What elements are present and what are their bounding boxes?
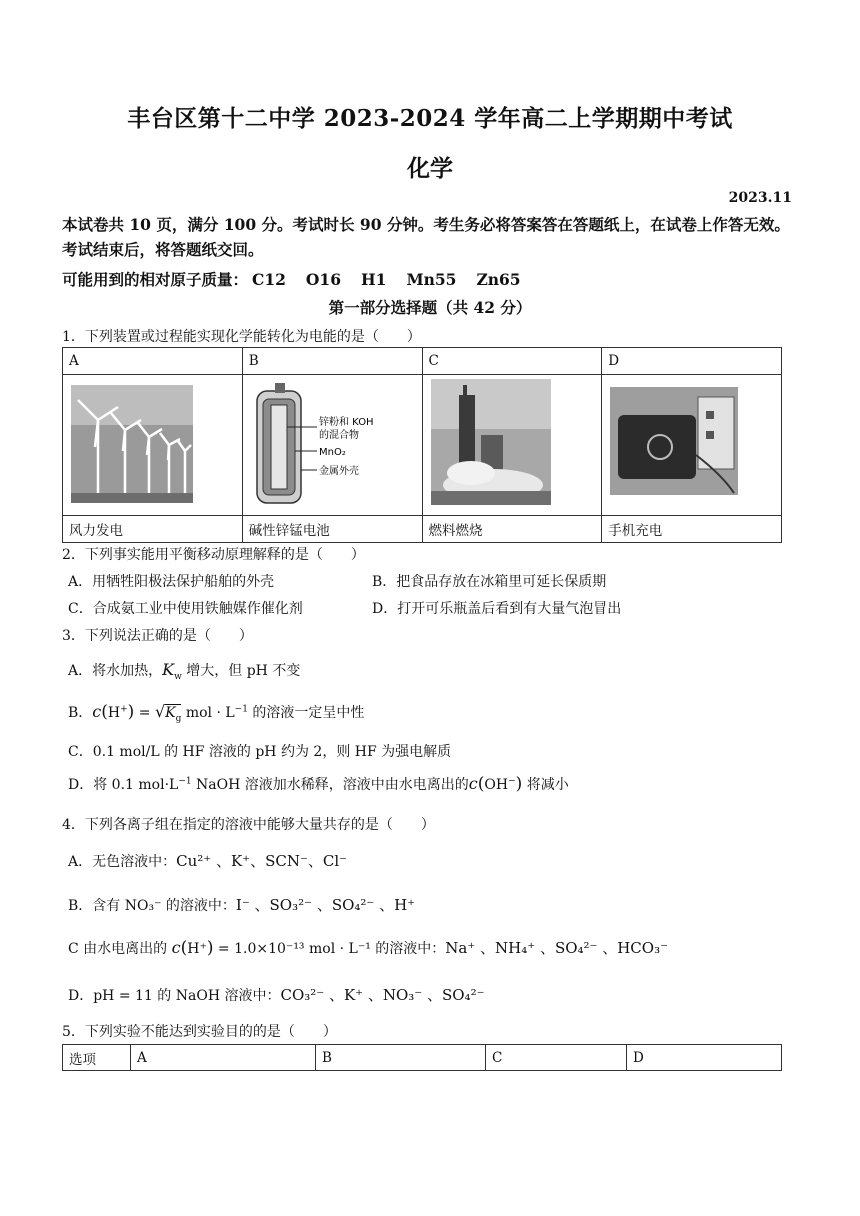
q1-caption: 手机充电 bbox=[602, 516, 782, 543]
fuel-burning-image bbox=[423, 375, 601, 511]
exam-instructions: 本试卷共 10 页，满分 100 分。考试时长 90 分钟。考生务必将答案答在答题纸上，在试卷上作答无效。考试结束后，将答题纸交回。 bbox=[62, 215, 790, 259]
q4-option-a bbox=[68, 850, 347, 871]
atomic-masses bbox=[62, 268, 541, 290]
q3-option-a bbox=[68, 660, 300, 682]
exam-title: 丰台区第十二中学 2023-2024 学年高二上学期期中考试 bbox=[127, 105, 733, 132]
q1-letter: B bbox=[242, 348, 422, 375]
q3-a-prefix: A．将水加热， bbox=[68, 663, 163, 679]
q3-a-k: K bbox=[162, 660, 175, 679]
mass-item: O16 bbox=[305, 270, 341, 289]
q3-b-suffix: 的溶液一定呈中性 bbox=[247, 705, 365, 721]
q5-col-header: C bbox=[486, 1045, 627, 1071]
q3-b-ksub: g bbox=[175, 713, 182, 724]
q4-c-val: = 1.0×10⁻¹³ mol · L⁻¹ bbox=[213, 941, 371, 957]
q2-option-a: A．用牺牲阳极法保护船舶的外壳 bbox=[68, 574, 275, 590]
q5-table bbox=[62, 1044, 782, 1071]
q4-d-prefix: D．pH = 11 的 NaOH 溶液中： bbox=[68, 988, 281, 1004]
q1-image-d bbox=[602, 375, 782, 516]
q5-col-header: B bbox=[316, 1045, 486, 1071]
q4-a-ions: Cu²⁺ 、K⁺、SCN⁻、Cl⁻ bbox=[176, 852, 348, 870]
q3-b-prefix: B． bbox=[68, 705, 93, 721]
q4-b-ions: I⁻ 、SO₃²⁻ 、SO₄²⁻ 、H⁺ bbox=[235, 896, 416, 914]
q3-option-c: C．0.1 mol/L 的 HF 溶液的 pH 约为 2，则 HF 为强电解质 bbox=[68, 744, 452, 760]
mass-item: C12 bbox=[252, 270, 286, 289]
exam-date: 2023.11 bbox=[728, 190, 792, 206]
q3-b-h: H bbox=[107, 705, 121, 721]
q4-stem: 4．下列各离子组在指定的溶液中能够大量共存的是（ ） bbox=[62, 817, 435, 833]
section-heading: 第一部分选择题（共 42 分） bbox=[328, 298, 532, 317]
q1-caption: 碱性锌锰电池 bbox=[242, 516, 422, 543]
q1-letter: C bbox=[422, 348, 602, 375]
mass-item: Mn55 bbox=[406, 270, 457, 289]
q5-col-header: 选项 bbox=[63, 1045, 131, 1071]
q4-option-d bbox=[68, 984, 485, 1005]
q3-d-prefix: D．将 0.1 mol·L bbox=[68, 777, 179, 793]
q3-b-c: c bbox=[92, 702, 102, 721]
q4-option-c: C 由水电离出的 c(H⁺) = 1.0×10⁻¹³ mol · L⁻¹ 的溶液中：Na⁺ 、NH₄⁺ 、SO₄²⁻ 、HCO₃⁻ bbox=[68, 938, 669, 958]
masses-label: 可能用到的相对原子质量： bbox=[62, 270, 249, 289]
q1-caption: 燃料燃烧 bbox=[422, 516, 602, 543]
q4-c-h: H⁺ bbox=[187, 941, 207, 957]
q1-image-c bbox=[422, 375, 602, 516]
q3-option-d: D．将 0.1 $mol\cdot L^{-1}$ NaOH 溶液加水稀释，溶液中由水电离出的c(OH−) 将减小 bbox=[68, 774, 569, 794]
q3-d-ohsup: − bbox=[508, 776, 516, 787]
q1-image-b bbox=[242, 375, 422, 516]
q3-d-mid: NaOH 溶液加水稀释，溶液中由水电离出的 bbox=[191, 777, 469, 793]
q5-col-header: D bbox=[627, 1045, 782, 1071]
q4-a-prefix: A．无色溶液中： bbox=[68, 854, 177, 870]
q3-b-hsup: + bbox=[120, 704, 128, 715]
mass-item: H1 bbox=[361, 270, 387, 289]
q3-option-b: B．$c(H^+) = √K_g$ mol · $L^{-1}$ 的溶液一定呈中性 bbox=[68, 702, 365, 724]
q3-d-oh: OH bbox=[484, 777, 509, 793]
q3-stem: 3．下列说法正确的是（ ） bbox=[62, 628, 253, 644]
q1-stem: 1．下列装置或过程能实现化学能转化为电能的是（ ） bbox=[62, 329, 421, 345]
q4-b-prefix: B．含有 NO₃⁻ 的溶液中： bbox=[68, 898, 236, 914]
q3-d-sup: −1 bbox=[178, 776, 192, 787]
q4-c-c: c bbox=[171, 938, 181, 957]
q2-option-b: B．把食品存放在冰箱里可延长保质期 bbox=[372, 574, 607, 590]
q3-b-eq: = bbox=[134, 705, 155, 721]
battery-label: 金属外壳 bbox=[318, 466, 359, 477]
q3-a-suffix: 增大，但 pH 不变 bbox=[181, 663, 301, 679]
q4-c-suffix: 的溶液中： bbox=[370, 941, 446, 957]
q2-option-d: D．打开可乐瓶盖后看到有大量气泡冒出 bbox=[372, 601, 622, 617]
wind-turbines-image bbox=[63, 375, 241, 511]
q4-d-ions: CO₃²⁻ 、K⁺ 、NO₃⁻ 、SO₄²⁻ bbox=[280, 986, 485, 1004]
q4-option-b bbox=[68, 894, 415, 915]
q3-a-ksub: w bbox=[174, 671, 182, 682]
q4-c-prefix: C 由水电离出的 bbox=[68, 941, 172, 957]
q3-b-unit: mol · L bbox=[181, 705, 235, 721]
battery-label: MnO₂ bbox=[318, 447, 346, 458]
battery-label: 锌粉和 KOH bbox=[318, 417, 374, 428]
mass-item: Zn65 bbox=[476, 270, 521, 289]
q2-stem: 2．下列事实能用平衡移动原理解释的是（ ） bbox=[62, 547, 365, 563]
q1-letter: D bbox=[602, 348, 782, 375]
battery-label: 的混合物 bbox=[318, 430, 359, 441]
q3-d-suffix: 将减小 bbox=[522, 777, 569, 793]
subject-title: 化学 bbox=[407, 155, 453, 182]
alkaline-battery-diagram bbox=[243, 375, 421, 511]
q1-letter: A bbox=[63, 348, 243, 375]
q5-stem: 5．下列实验不能达到实验目的的是（ ） bbox=[62, 1024, 337, 1040]
q4-c-ions: Na⁺ 、NH₄⁺ 、SO₄²⁻ 、HCO₃⁻ bbox=[445, 939, 669, 957]
q2-option-c: C．合成氨工业中使用铁触媒作催化剂 bbox=[68, 601, 303, 617]
phone-charging-image bbox=[602, 375, 780, 511]
q1-table bbox=[62, 347, 782, 543]
q3-d-c: c bbox=[468, 774, 478, 793]
q3-b-k: K bbox=[165, 705, 176, 721]
q1-image-a bbox=[63, 375, 243, 516]
q5-col-header: A bbox=[131, 1045, 316, 1071]
q1-caption: 风力发电 bbox=[63, 516, 243, 543]
q3-b-unitsup: −1 bbox=[234, 704, 248, 715]
